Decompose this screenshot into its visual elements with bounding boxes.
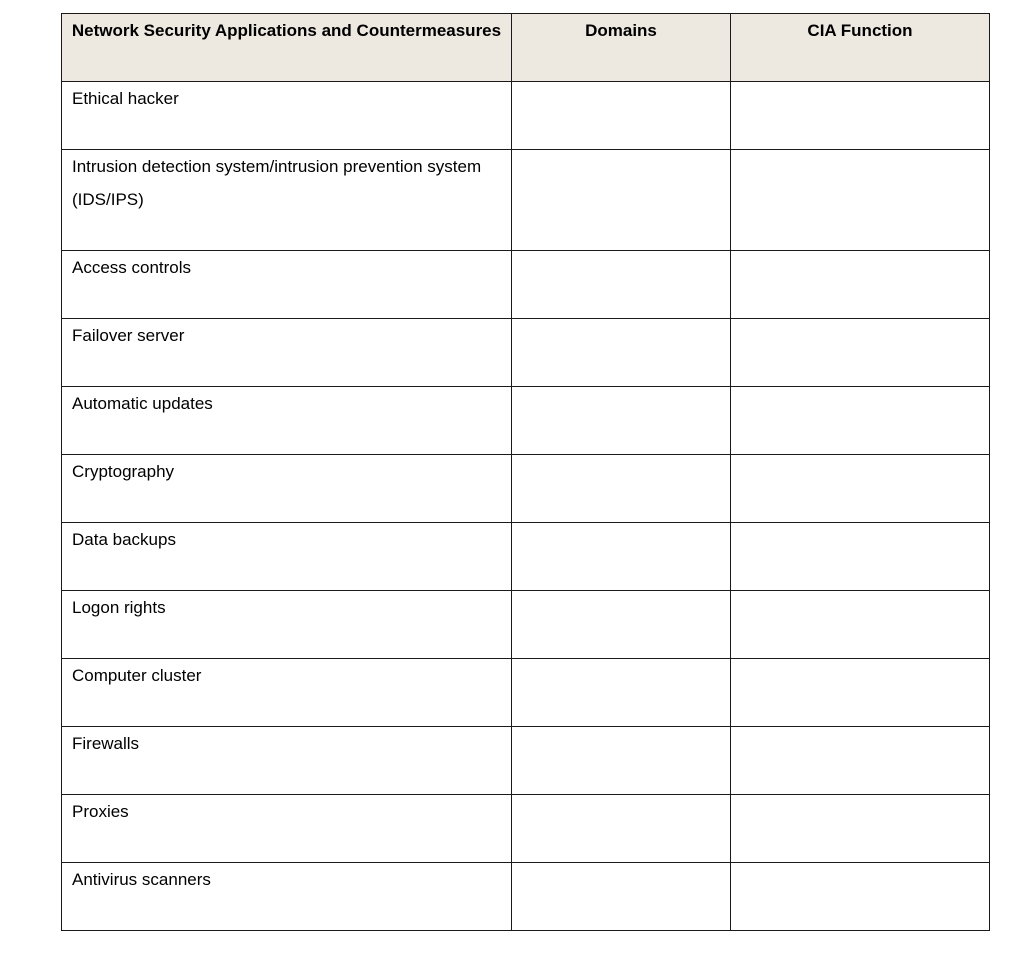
domains-cell[interactable]	[512, 455, 731, 523]
domains-cell[interactable]	[512, 523, 731, 591]
item-cell: Intrusion detection system/intrusion prevention system (IDS/IPS)	[62, 150, 512, 251]
cia-function-cell[interactable]	[731, 523, 990, 591]
item-cell: Logon rights	[62, 591, 512, 659]
security-countermeasures-table	[61, 13, 990, 931]
domains-cell[interactable]	[512, 251, 731, 319]
domains-cell[interactable]	[512, 387, 731, 455]
cia-function-cell[interactable]	[731, 455, 990, 523]
item-cell: Antivirus scanners	[62, 863, 512, 931]
table-row	[62, 150, 990, 251]
cia-function-cell[interactable]	[731, 727, 990, 795]
table-row	[62, 727, 990, 795]
cia-function-cell[interactable]	[731, 795, 990, 863]
table-row	[62, 659, 990, 727]
cia-function-cell[interactable]	[731, 150, 990, 251]
header-cia-function: CIA Function	[731, 14, 990, 82]
domains-cell[interactable]	[512, 319, 731, 387]
item-cell: Cryptography	[62, 455, 512, 523]
cia-function-cell[interactable]	[731, 251, 990, 319]
item-cell: Firewalls	[62, 727, 512, 795]
cia-function-cell[interactable]	[731, 387, 990, 455]
item-cell: Ethical hacker	[62, 82, 512, 150]
table-row	[62, 795, 990, 863]
item-cell: Access controls	[62, 251, 512, 319]
cia-function-cell[interactable]	[731, 591, 990, 659]
domains-cell[interactable]	[512, 659, 731, 727]
cia-function-cell[interactable]	[731, 319, 990, 387]
domains-cell[interactable]	[512, 727, 731, 795]
header-domains: Domains	[512, 14, 731, 82]
table-row	[62, 82, 990, 150]
table-row	[62, 591, 990, 659]
cia-function-cell[interactable]	[731, 82, 990, 150]
domains-cell[interactable]	[512, 795, 731, 863]
cia-function-cell[interactable]	[731, 863, 990, 931]
domains-cell[interactable]	[512, 82, 731, 150]
header-row	[62, 14, 990, 82]
item-cell: Proxies	[62, 795, 512, 863]
table-row	[62, 863, 990, 931]
domains-cell[interactable]	[512, 591, 731, 659]
domains-cell[interactable]	[512, 863, 731, 931]
table-row	[62, 455, 990, 523]
domains-cell[interactable]	[512, 150, 731, 251]
table-row	[62, 251, 990, 319]
item-cell: Failover server	[62, 319, 512, 387]
cia-function-cell[interactable]	[731, 659, 990, 727]
item-cell: Data backups	[62, 523, 512, 591]
table-row	[62, 319, 990, 387]
item-cell: Computer cluster	[62, 659, 512, 727]
table-row	[62, 387, 990, 455]
header-applications: Network Security Applications and Countermeasures	[62, 14, 512, 82]
item-cell: Automatic updates	[62, 387, 512, 455]
table-row	[62, 523, 990, 591]
